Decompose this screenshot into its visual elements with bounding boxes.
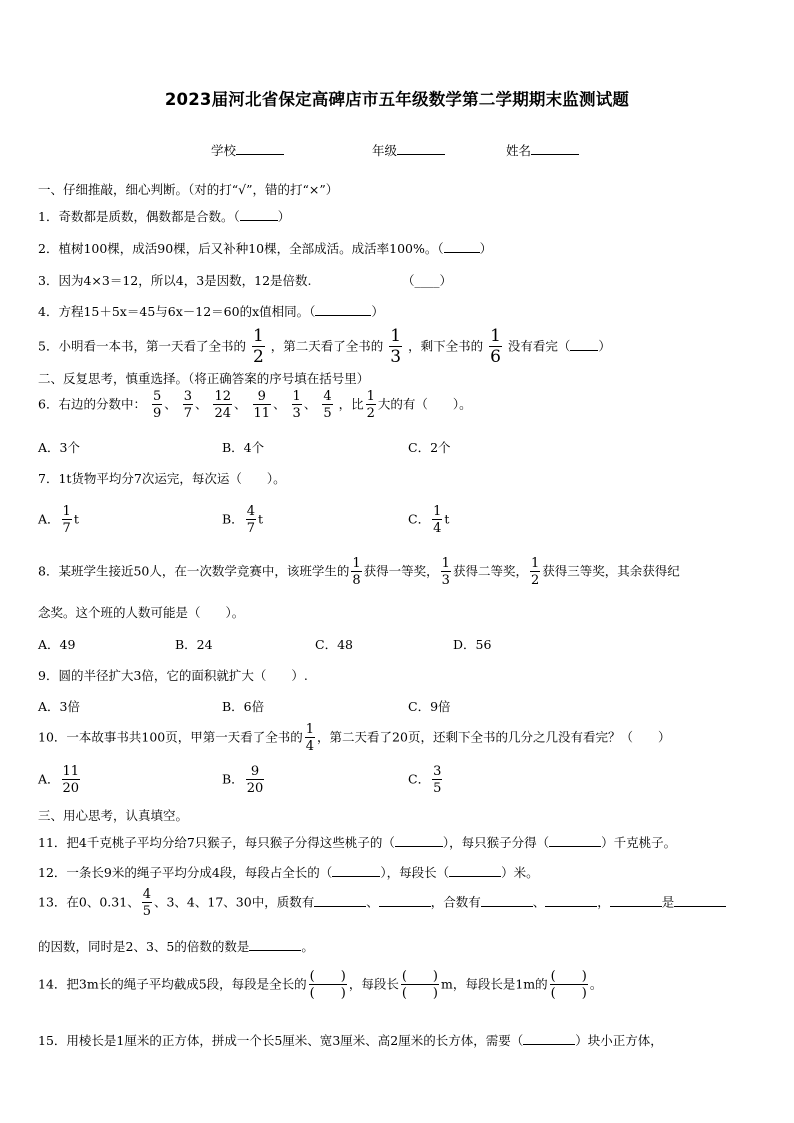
q6-fraction-3: $\frac{12}{24}$ [214, 389, 232, 421]
q7-option-c[interactable] [408, 505, 449, 535]
q8-fraction-3: $\frac{1}{2}$ [530, 556, 540, 588]
section1-heading: 一、仔细推敲，细心判断。（对的打“√”，错的打“×”） [38, 182, 339, 197]
q14-fraction-blank-2[interactable]: $\frac{( )}{( )}$ [401, 969, 438, 1001]
q9-option-a[interactable]: A．3倍 [38, 699, 80, 714]
question-3 [38, 271, 312, 289]
q8-option-a[interactable]: A．49 [38, 637, 76, 652]
q7-option-a-unit: t [73, 511, 79, 527]
q14-text-c: m，每段长是1m的 [441, 976, 548, 992]
q12-answer-blank-1[interactable] [332, 865, 380, 877]
q11-text-a: 11．把4千克桃子平均分给7只猴子，每只猴子分得这些桃子的（ [38, 835, 395, 850]
q13-blank-5[interactable] [610, 894, 662, 907]
q5-answer-blank[interactable] [570, 339, 598, 351]
q10-fraction: $\frac{1}{4}$ [305, 722, 315, 754]
grade-label: 年级 [372, 143, 398, 158]
q10-option-a[interactable] [38, 765, 82, 795]
q3-text: 3．因为4×3＝12，所以4，3是因数，12是倍数. [38, 273, 312, 288]
q13-text-g: 是 [661, 894, 675, 910]
name-label: 姓名 [506, 143, 532, 158]
q7-option-c-fraction: $\frac{1}{4}$ [433, 504, 442, 536]
q14-fraction-blank-3[interactable]: $\frac{( )}{( )}$ [550, 969, 587, 1001]
q8-fraction-2: $\frac{1}{3}$ [441, 556, 450, 588]
question-5 [38, 328, 611, 366]
q8-text-d: 获得三等奖，其余获得纪 [542, 563, 680, 579]
page-title: 2023届河北省保定高碑店市五年级数学第二学期期末监测试题 [164, 90, 630, 109]
q11-text-b: ），每只猴子分得（ [442, 835, 550, 850]
q11-text-c: ）千克桃子。 [601, 835, 677, 850]
q12-text-c: ）米。 [501, 865, 539, 880]
q8-option-d[interactable]: D．56 [453, 637, 492, 652]
q9-option-c[interactable]: C．9倍 [408, 699, 451, 714]
q14-text-b: ，每段长 [348, 976, 399, 992]
q9-option-b[interactable]: B．6倍 [222, 699, 265, 714]
q8-text-c: 获得二等奖， [452, 563, 528, 579]
question-11 [38, 833, 676, 851]
q10-option-c-fraction: $\frac{3}{5}$ [433, 764, 442, 796]
q15-text-a: 15．用棱长是1厘米的正方体，拼成一个长5厘米、宽3厘米、高2厘米的长方体，需要（ [38, 1033, 524, 1048]
q13-line2-text: 的因数，同时是2、3、5的倍数的数是 [38, 939, 250, 954]
q15-text-b: ）块小正方体， [575, 1033, 663, 1048]
grade-blank[interactable] [397, 142, 445, 155]
q6-fraction-6: $\frac{4}{5}$ [323, 389, 332, 421]
q6-option-a[interactable]: A．3个 [38, 440, 80, 455]
q13-text-b: 、3、4、17、30中，质数有 [153, 894, 315, 910]
q3-answer-paren[interactable]: （____） [402, 273, 453, 288]
q7-option-b-unit: t [257, 511, 263, 527]
question-14 [38, 970, 602, 1000]
q8-text-b: 获得一等奖， [363, 563, 439, 579]
q1-answer-blank[interactable] [240, 209, 278, 221]
name-field[interactable] [506, 141, 579, 159]
q6-option-c[interactable]: C．2个 [408, 440, 451, 455]
q8-fraction-1: $\frac{1}{8}$ [352, 556, 361, 588]
q6-text-c: 大的有（ ）。 [377, 396, 472, 412]
q6-fraction-4: $\frac{9}{11}$ [253, 389, 271, 421]
q6-text-b: ，比 [338, 396, 364, 412]
question-12 [38, 863, 539, 881]
q10-option-c-label: C． [408, 771, 431, 787]
q7-option-c-unit: t [444, 511, 450, 527]
q13-text-d: ，合数有 [430, 894, 481, 910]
question-7: 7．1t货物平均分7次运完，每次运（ ）。 [38, 471, 286, 486]
q4-paren-end: ） [371, 304, 384, 319]
question-1 [38, 207, 290, 225]
q11-answer-blank-1[interactable] [395, 835, 443, 847]
q11-answer-blank-2[interactable] [549, 835, 601, 847]
q12-answer-blank-2[interactable] [449, 865, 501, 877]
q1-text: 1．奇数都是质数，偶数都是合数。（ [38, 209, 240, 224]
q7-option-a-fraction: $\frac{1}{7}$ [62, 504, 71, 536]
q15-answer-blank[interactable] [523, 1033, 575, 1045]
school-field[interactable] [211, 141, 284, 159]
question-8-line2: 念奖。这个班的人数可能是（ ）。 [38, 605, 245, 620]
q6-text-a: 6．右边的分数中： [38, 396, 146, 412]
question-13-line1 [38, 888, 726, 918]
q13-composite-blank-1[interactable] [481, 894, 533, 907]
q10-option-b[interactable] [222, 765, 266, 795]
q14-text-d: 。 [589, 976, 603, 992]
q13-text-e: 、 [532, 894, 546, 910]
q10-option-c[interactable] [408, 765, 444, 795]
q6-fraction-2: $\frac{3}{7}$ [183, 389, 192, 421]
q6-fraction-1: $\frac{5}{9}$ [152, 389, 162, 421]
question-4 [38, 302, 384, 320]
q2-answer-blank[interactable] [444, 241, 480, 253]
q7-option-a[interactable] [38, 505, 79, 535]
q7-option-c-label: C． [408, 511, 431, 527]
question-2 [38, 239, 492, 257]
name-blank[interactable] [531, 142, 579, 155]
q10-option-a-label: A． [38, 771, 60, 787]
q5-text-d: 没有看完（ [507, 338, 571, 354]
q5-fraction-3: $\frac{1}{6}$ [490, 326, 501, 367]
section3-heading: 三、用心思考，认真填空。 [38, 808, 189, 823]
q10-text-b: ，第二天看了20页，还剩下全书的几分之几没有看完？（ ） [317, 729, 671, 745]
question-13-line2 [38, 937, 314, 955]
q13-prime-blank-2[interactable] [379, 894, 431, 907]
q4-text: 4．方程15＋5x＝45与6x－12＝60的x值相同。（ [38, 304, 316, 319]
q10-option-b-fraction: $\frac{9}{20}$ [246, 764, 264, 796]
q2-paren-end: ） [479, 241, 493, 256]
q7-option-b-fraction: $\frac{4}{7}$ [246, 504, 255, 536]
question-8-line1 [38, 557, 680, 587]
q12-text-a: 12．一条长9米的绳子平均分成4段，每段占全长的（ [38, 865, 333, 880]
q8-option-c[interactable]: C．48 [315, 637, 353, 652]
q4-answer-blank[interactable] [315, 304, 371, 316]
q2-text: 2．植树100棵，成活90棵，后又补种10棵，全部成活。成活率100%。（ [38, 241, 444, 256]
q5-text-a: 5．小明看一本书，第一天看了全书的 [38, 338, 246, 354]
section2-heading: 二、反复思考，慎重选择。（将正确答案的序号填在括号里） [38, 371, 370, 386]
question-10 [38, 723, 670, 753]
q6-fraction-5: $\frac{1}{3}$ [292, 389, 301, 421]
q5-fraction-1: $\frac{1}{2}$ [252, 326, 264, 367]
q10-option-b-label: B． [222, 771, 244, 787]
q13-end: 。 [301, 939, 314, 954]
grade-field[interactable] [372, 141, 445, 159]
q8-text-a: 8．某班学生接近50人，在一次数学竞赛中，该班学生的 [38, 563, 350, 579]
q6-fraction-half: $\frac{1}{2}$ [366, 389, 375, 421]
q13-fraction: $\frac{4}{5}$ [142, 887, 151, 919]
q13-blank-6[interactable] [674, 894, 726, 907]
q5-text-b: ，第二天看了全书的 [270, 338, 384, 354]
question-9: 9．圆的半径扩大3倍，它的面积就扩大（ ）. [38, 668, 308, 683]
q10-option-a-fraction: $\frac{11}{20}$ [62, 764, 80, 796]
question-15 [38, 1031, 663, 1049]
q12-text-b: ），每段长（ [380, 865, 450, 880]
q5-text-c: ，剩下全书的 [408, 338, 484, 354]
q1-paren-end: ） [277, 209, 291, 224]
q13-composite-blank-2[interactable] [545, 894, 597, 907]
school-label: 学校 [211, 143, 237, 158]
q10-text-a: 10．一本故事书共100页，甲第一天看了全书的 [38, 729, 303, 745]
q7-option-b-label: B． [222, 511, 244, 527]
school-blank[interactable] [236, 142, 284, 155]
q13-text-f: ， [597, 894, 610, 910]
q8-option-b[interactable]: B．24 [175, 637, 213, 652]
question-6: 6．右边的分数中： $\frac{5}{9}$ 、 $\frac{3}{7}$ 、 $\frac{12}{24}$ 、 $\frac{9}{11}$ 、 $\frac{1}{3}$ 、 $\frac{4}{5}$ ，比 $\frac{1}{2}$ 大的有（ ）。 [38, 389, 472, 421]
q6-option-b[interactable]: B．4个 [222, 440, 265, 455]
q5-fraction-2: $\frac{1}{3}$ [390, 326, 402, 367]
q14-text-a: 14．把3m长的绳子平均截成5段，每段是全长的 [38, 976, 307, 992]
q13-prime-blank-1[interactable] [314, 894, 366, 907]
q5-paren-end: ） [598, 338, 611, 354]
q13-text-a: 13．在0、0.31、 [38, 894, 140, 910]
q13-text-c: 、 [366, 894, 379, 910]
q7-option-b[interactable] [222, 505, 263, 535]
q14-fraction-blank-1[interactable]: $\frac{( )}{( )}$ [309, 969, 346, 1001]
q13-blank-7[interactable] [249, 938, 301, 951]
q7-option-a-label: A． [38, 511, 60, 527]
